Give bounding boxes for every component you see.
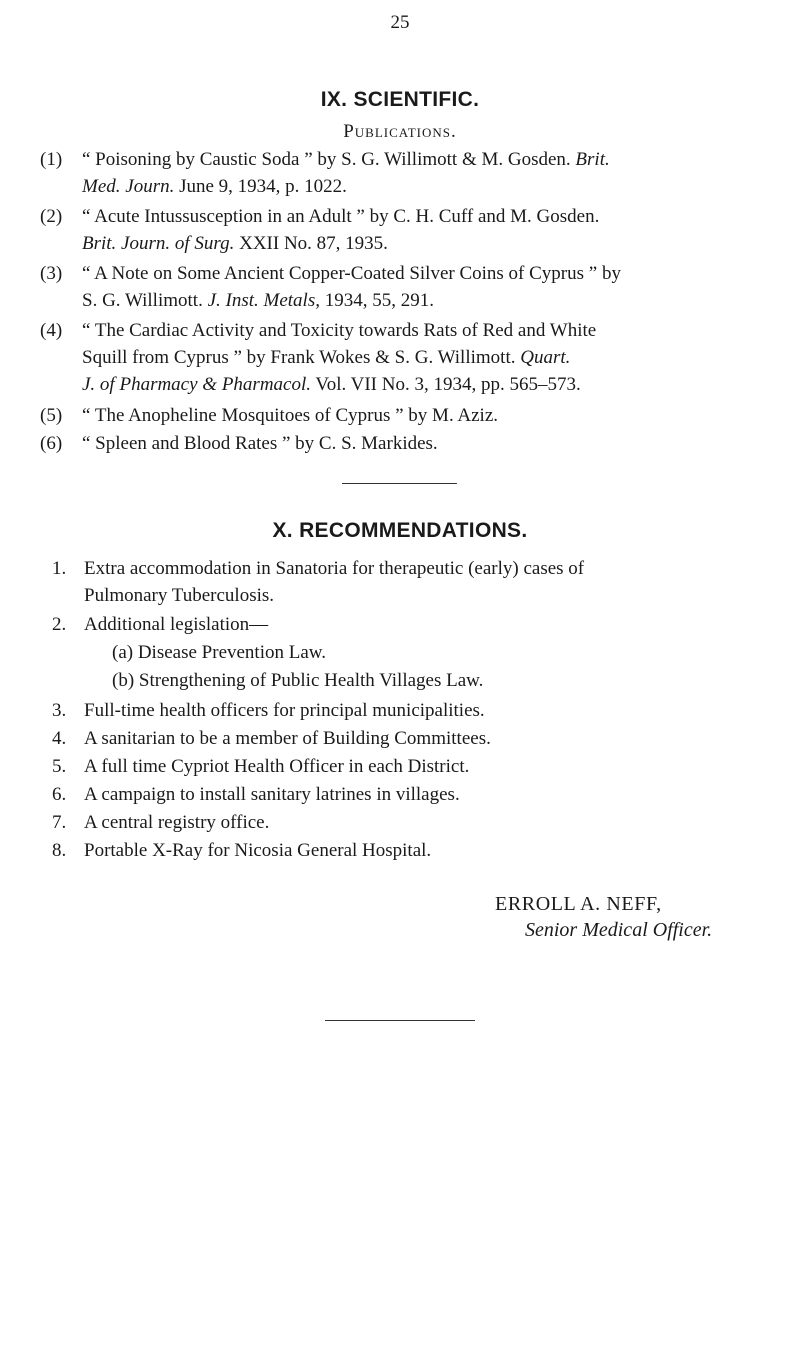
item-number: 3. <box>52 700 67 721</box>
publication-item <box>40 402 760 429</box>
publication-item <box>40 260 760 314</box>
pub-citation: June 9, 1934, p. 1022. <box>174 176 347 197</box>
item-number: 1. <box>52 558 67 579</box>
recommendation-text: Full-time health officers for principal municipalities. <box>84 700 485 721</box>
recommendation-item <box>52 725 762 752</box>
item-number: 4. <box>52 728 67 749</box>
publication-item <box>40 203 760 257</box>
item-number: 2. <box>52 614 67 635</box>
item-number: 8. <box>52 840 67 861</box>
recommendation-text: Additional legislation— <box>84 614 269 635</box>
publication-item <box>40 146 760 200</box>
journal-name: Med. Journ. <box>82 176 175 197</box>
publications-subtitle: Publications. <box>343 121 457 142</box>
pub-citation: Vol. VII No. 3, 1934, pp. 565–573. <box>311 374 581 395</box>
recommendation-item <box>52 837 762 864</box>
journal-name: Brit. <box>575 149 610 170</box>
section-divider <box>342 483 457 484</box>
pub-text: “ A Note on Some Ancient Copper-Coated Silver Coins of Cyprus ” by <box>82 263 621 284</box>
recommendation-text: Portable X-Ray for Nicosia General Hospital. <box>84 840 432 861</box>
item-number: 5. <box>52 756 67 777</box>
recommendation-item <box>52 555 762 609</box>
recommendation-text: Extra accommodation in Sanatoria for therapeutic (early) cases of <box>84 558 585 579</box>
recommendation-text: A campaign to install sanitary latrines in villages. <box>84 784 460 805</box>
publication-item <box>40 317 760 398</box>
end-rule <box>325 1020 475 1021</box>
journal-name: J. of Pharmacy & Pharmacol. <box>82 374 312 395</box>
recommendation-item <box>52 753 762 780</box>
sub-recommendation: (b) Strengthening of Public Health Villages Law. <box>112 670 484 691</box>
item-number: 7. <box>52 812 67 833</box>
journal-name: J. Inst. Metals, <box>207 290 320 311</box>
sub-recommendation: (a) Disease Prevention Law. <box>112 642 327 663</box>
pub-author: Squill from Cyprus ” by Frank Wokes & S. G. Willimott. <box>82 347 521 368</box>
recommendation-item <box>52 697 762 724</box>
item-number: (5) <box>40 405 63 426</box>
journal-name: Brit. Journ. of Surg. <box>82 233 235 254</box>
item-number: (4) <box>40 320 63 341</box>
recommendation-text: Pulmonary Tuberculosis. <box>84 585 275 606</box>
item-number: (6) <box>40 433 63 454</box>
pub-citation: 1934, 55, 291. <box>319 290 434 311</box>
recommendation-text: A full time Cypriot Health Officer in each District. <box>84 756 470 777</box>
pub-text: “ Acute Intussusception in an Adult ” by C. H. Cuff and M. Gosden. <box>82 206 600 227</box>
pub-text: “ The Anopheline Mosquitoes of Cyprus ” by M. Aziz. <box>82 405 499 426</box>
pub-text: “ The Cardiac Activity and Toxicity towards Rats of Red and White <box>82 320 597 341</box>
item-number: (1) <box>40 149 63 170</box>
pub-text: “ Poisoning by Caustic Soda ” by S. G. Willimott & M. Gosden. <box>82 149 576 170</box>
recommendation-item <box>52 809 762 836</box>
section-9-title: IX. SCIENTIFIC. <box>320 88 480 111</box>
signature-title: Senior Medical Officer. <box>525 919 713 941</box>
recommendation-item <box>52 611 762 638</box>
pub-citation: XXII No. 87, 1935. <box>234 233 388 254</box>
item-number: (3) <box>40 263 63 284</box>
pub-text: “ Spleen and Blood Rates ” by C. S. Markides. <box>82 433 438 454</box>
recommendation-item <box>52 781 762 808</box>
item-number: 6. <box>52 784 67 805</box>
journal-name: Quart. <box>520 347 571 368</box>
item-number: (2) <box>40 206 63 227</box>
recommendation-text: A sanitarian to be a member of Building Committees. <box>84 728 491 749</box>
recommendation-text: A central registry office. <box>84 812 270 833</box>
page-number: 25 <box>390 12 410 33</box>
pub-author: S. G. Willimott. <box>82 290 208 311</box>
signature-name: ERROLL A. NEFF, <box>495 893 662 915</box>
publication-item <box>40 430 760 457</box>
section-10-title: X. RECOMMENDATIONS. <box>272 519 528 542</box>
